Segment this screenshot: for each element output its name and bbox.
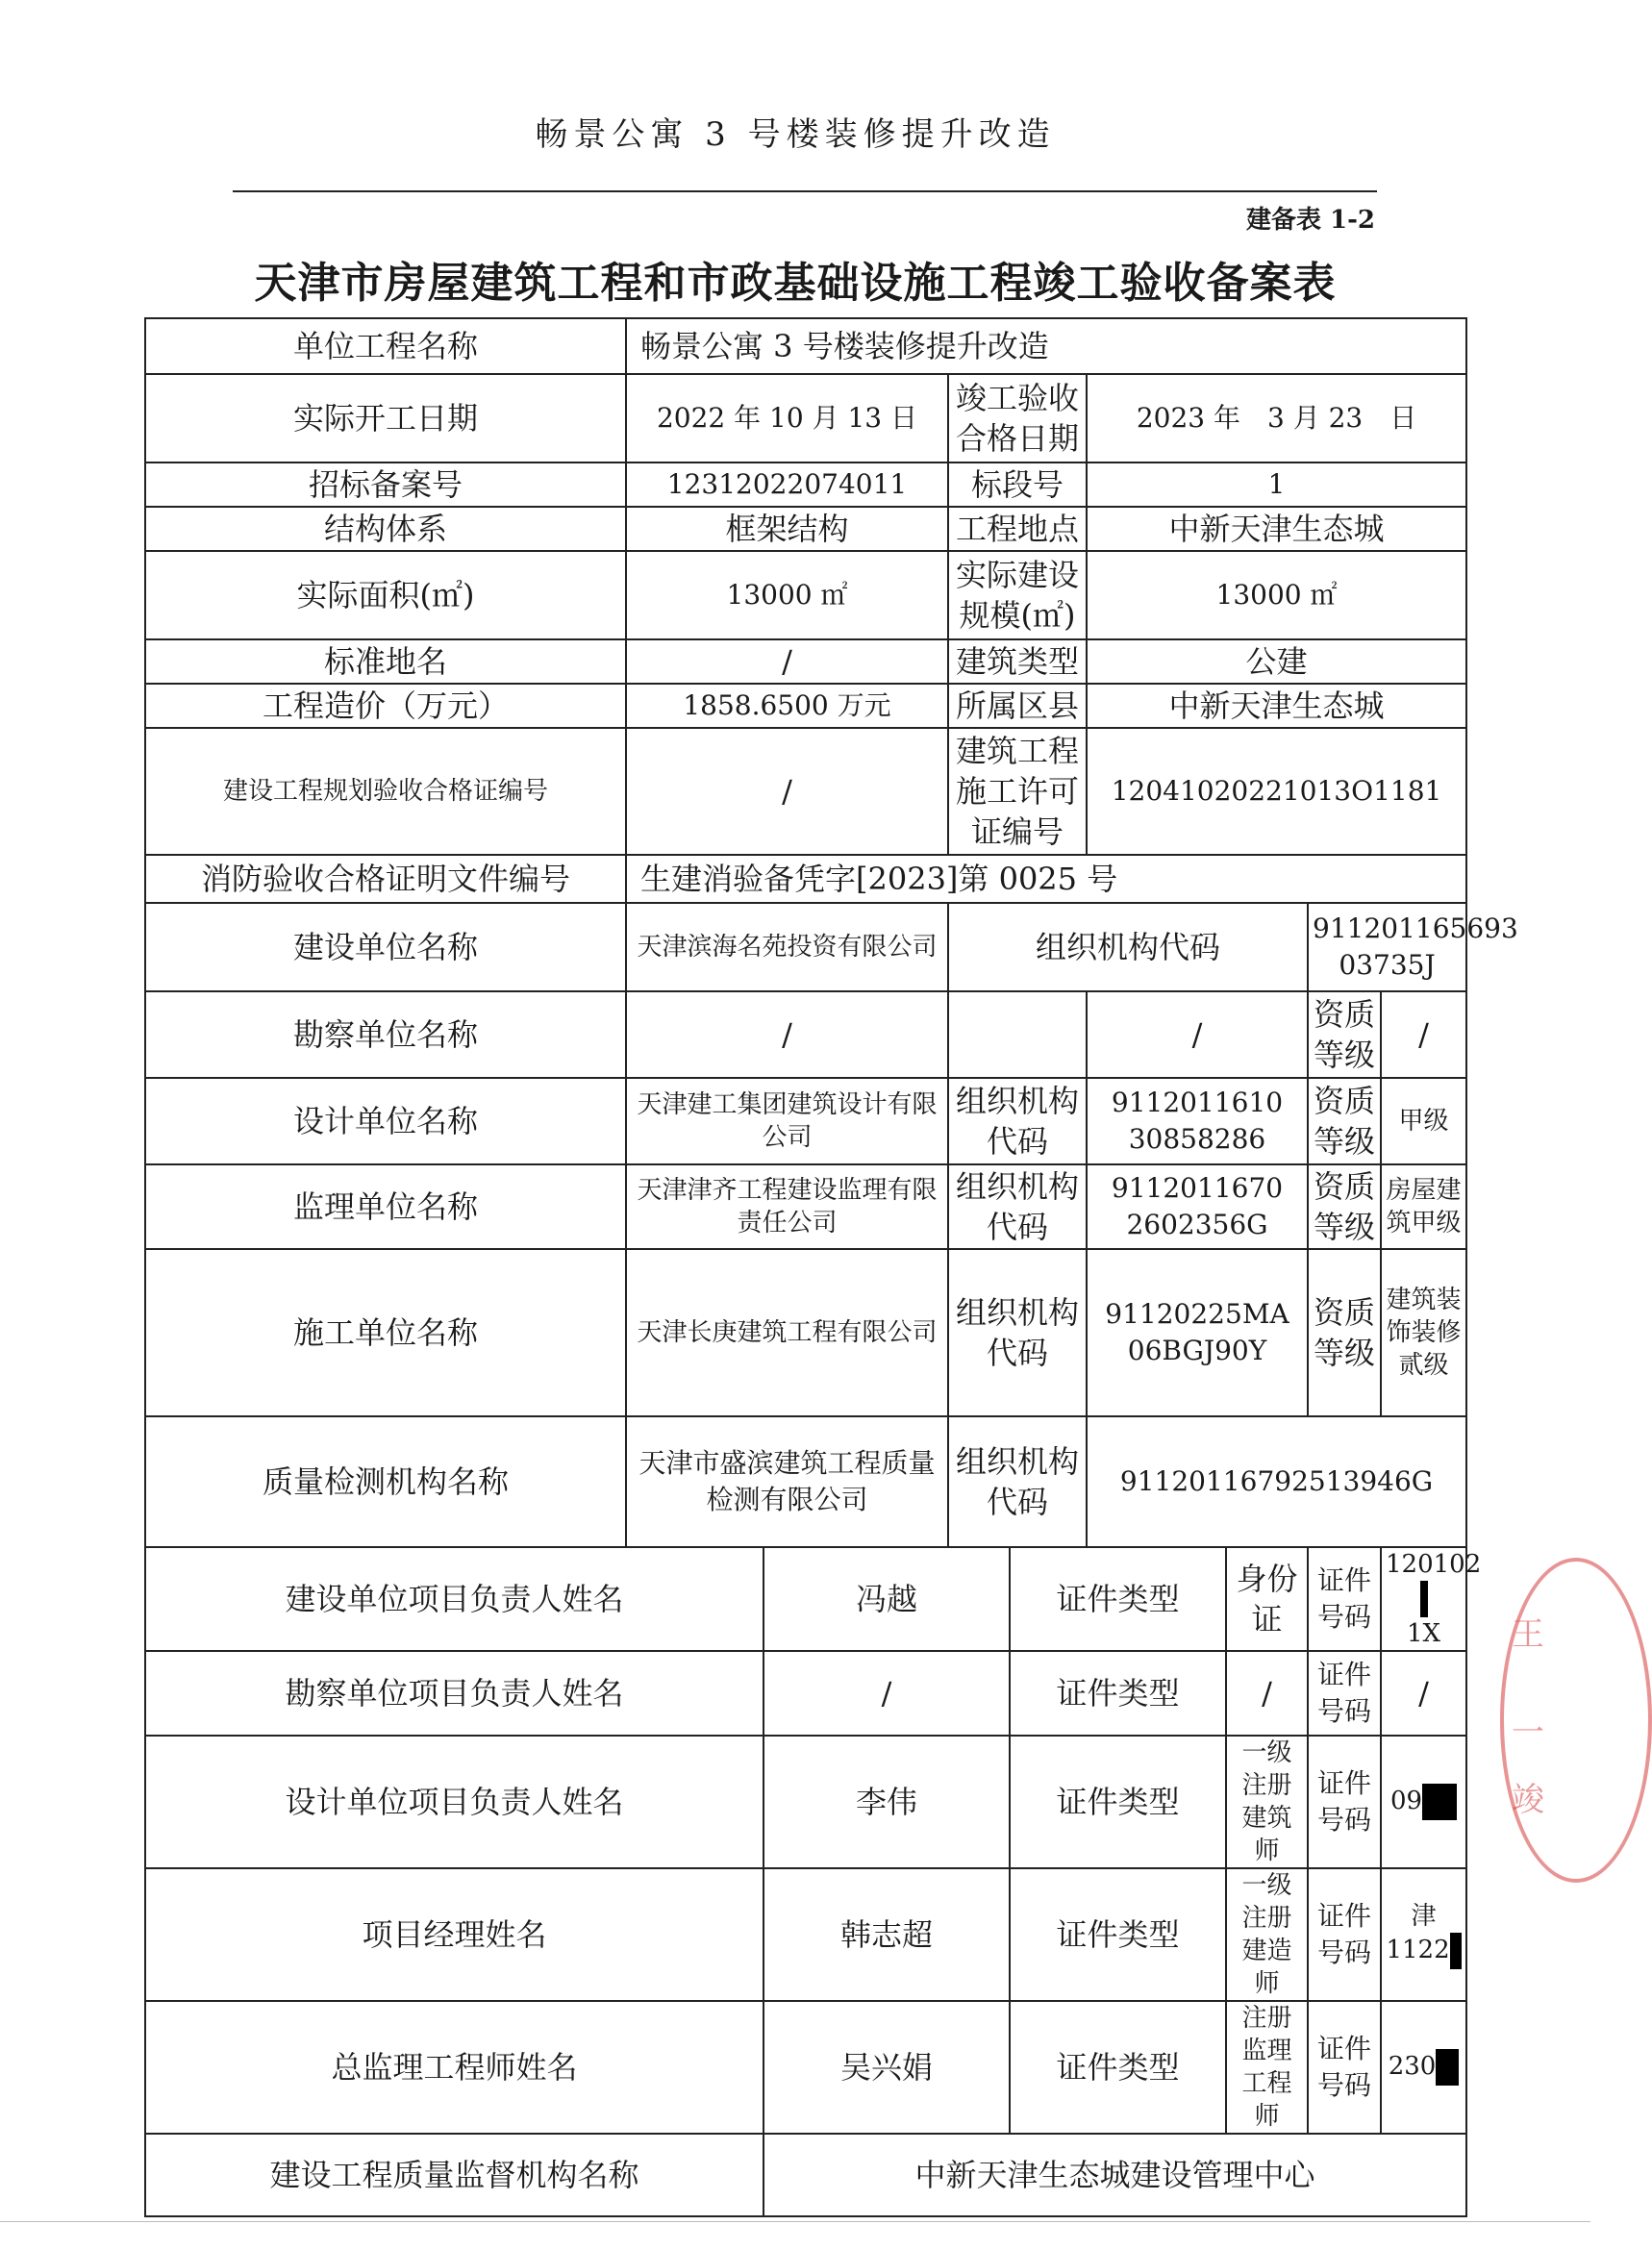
table-row	[145, 1164, 1466, 1249]
page-title: 天津市房屋建筑工程和市政基础设施工程竣工验收备案表	[254, 259, 1337, 308]
official-seal-stamp: 王 一 竣	[1500, 1558, 1652, 1883]
id-prefix: 120102	[1386, 1550, 1482, 1579]
header-divider	[233, 190, 1377, 192]
design-org-code: 9112011610 30858286	[1087, 1078, 1308, 1164]
table-row	[145, 318, 1466, 374]
design-lead-id-type-label: 证件类型	[1010, 1736, 1226, 1868]
design-lead-name: 李伟	[763, 1736, 1010, 1868]
section-value: 1	[1087, 462, 1466, 507]
survey-lead-id-no: /	[1381, 1651, 1466, 1736]
id-prefix: 09	[1389, 1787, 1423, 1815]
survey-lead-id-type: /	[1226, 1651, 1308, 1736]
structure-label: 结构体系	[145, 507, 626, 551]
form-code: 建备表 1-2	[1246, 206, 1376, 235]
builder-lead-name: 冯越	[763, 1547, 1010, 1651]
quality-supervision-agency-label: 建设工程质量监督机构名称	[145, 2134, 763, 2216]
supervision-org-code: 9112011670 2602356G	[1087, 1164, 1308, 1249]
design-lead-label: 设计单位项目负责人姓名	[145, 1736, 763, 1868]
page-bottom-edge	[0, 2221, 1590, 2222]
redaction-block	[1422, 1784, 1457, 1820]
construction-org-code-label: 组织机构代码	[948, 1249, 1087, 1416]
location-value: 中新天津生态城	[1087, 507, 1466, 551]
unit-project-label: 单位工程名称	[145, 318, 626, 374]
bldg-type-label: 建筑类型	[948, 639, 1087, 684]
table-row	[145, 1078, 1466, 1164]
survey-lead-label: 勘察单位项目负责人姓名	[145, 1651, 763, 1736]
survey-name: /	[626, 991, 948, 1078]
table-row	[145, 684, 1466, 728]
table-row	[145, 991, 1466, 1078]
section-label: 标段号	[948, 462, 1087, 507]
construction-qual-label: 资质等级	[1308, 1249, 1381, 1416]
pm-id-type-label: 证件类型	[1010, 1868, 1226, 2001]
builder-org-code-label: 组织机构代码	[948, 903, 1308, 991]
plan-cert-label: 建设工程规划验收合格证编号	[145, 728, 626, 855]
design-org-code-label: 组织机构代码	[948, 1078, 1087, 1164]
redaction-block	[1420, 1581, 1428, 1617]
supervision-label: 监理单位名称	[145, 1164, 626, 1249]
table-row	[145, 551, 1466, 639]
design-label: 设计单位名称	[145, 1078, 626, 1164]
fire-value: 生建消验备凭字[2023]第 0025 号	[626, 855, 1466, 903]
supervision-qual: 房屋建筑甲级	[1381, 1164, 1466, 1249]
supervision-qual-label: 资质等级	[1308, 1164, 1381, 1249]
cost-label: 工程造价（万元）	[145, 684, 626, 728]
std-name-label: 标准地名	[145, 639, 626, 684]
table-row	[145, 374, 1466, 462]
area-label: 实际面积(㎡)	[145, 551, 626, 639]
chief-supervisor-id-no	[1381, 2001, 1466, 2134]
survey-lead-name: /	[763, 1651, 1010, 1736]
table-row	[145, 1416, 1466, 1547]
design-lead-id-no-label: 证件号码	[1308, 1736, 1381, 1868]
location-label: 工程地点	[948, 507, 1087, 551]
design-qual-label: 资质等级	[1308, 1078, 1381, 1164]
accept-date-label: 竣工验收合格日期	[948, 374, 1087, 462]
survey-label: 勘察单位名称	[145, 991, 626, 1078]
chief-supervisor-id-type: 注册监理工程师	[1226, 2001, 1308, 2134]
builder-label: 建设单位名称	[145, 903, 626, 991]
supervision-org-code-label: 组织机构代码	[948, 1164, 1087, 1249]
survey-qual: /	[1381, 991, 1466, 1078]
unit-project-value: 畅景公寓 3 号楼装修提升改造	[626, 318, 1466, 374]
id-suffix: 1X	[1407, 1619, 1441, 1648]
builder-org-code: 911201165693 03735J	[1308, 903, 1466, 991]
id-prefix-2: 1122	[1386, 1936, 1450, 1964]
quality-supervision-agency-value: 中新天津生态城建设管理中心	[763, 2134, 1466, 2216]
survey-lead-id-no-label: 证件号码	[1308, 1651, 1381, 1736]
chief-supervisor-label: 总监理工程师姓名	[145, 2001, 763, 2134]
permit-label: 建筑工程施工许可证编号	[948, 728, 1087, 855]
area-value: 13000 ㎡	[626, 551, 948, 639]
testing-name: 天津市盛滨建筑工程质量检测有限公司	[626, 1416, 948, 1547]
district-label: 所属区县	[948, 684, 1087, 728]
accept-date-value: 2023 年 3 月 23 日	[1087, 374, 1466, 462]
pm-name: 韩志超	[763, 1868, 1010, 2001]
builder-lead-id-type-label: 证件类型	[1010, 1547, 1226, 1651]
table-row	[145, 639, 1466, 684]
scale-label: 实际建设规模(㎡)	[948, 551, 1087, 639]
construction-name: 天津长庚建筑工程有限公司	[626, 1249, 948, 1416]
scale-value: 13000 ㎡	[1087, 551, 1466, 639]
table-row	[145, 507, 1466, 551]
pm-id-type: 一级注册建造师	[1226, 1868, 1308, 2001]
table-row	[145, 728, 1466, 855]
builder-lead-label: 建设单位项目负责人姓名	[145, 1547, 763, 1651]
table-row	[145, 903, 1466, 991]
pm-id-no-label: 证件号码	[1308, 1868, 1381, 2001]
table-row	[145, 2134, 1466, 2216]
std-name-value: /	[626, 639, 948, 684]
bid-no-label: 招标备案号	[145, 462, 626, 507]
table-row	[145, 1868, 1466, 2001]
chief-supervisor-id-no-label: 证件号码	[1308, 2001, 1381, 2134]
survey-org-code-label	[948, 991, 1087, 1078]
table-row	[145, 855, 1466, 903]
chief-supervisor-id-type-label: 证件类型	[1010, 2001, 1226, 2134]
filing-table	[144, 317, 1518, 2217]
table-row	[145, 1249, 1466, 1416]
testing-label: 质量检测机构名称	[145, 1416, 626, 1547]
testing-org-code-label: 组织机构代码	[948, 1416, 1087, 1547]
survey-qual-label: 资质等级	[1308, 991, 1381, 1078]
builder-name: 天津滨海名苑投资有限公司	[626, 903, 948, 991]
table-row	[145, 1736, 1466, 1868]
design-lead-id-no	[1381, 1736, 1466, 1868]
builder-lead-id-no	[1381, 1547, 1482, 1651]
table-row	[145, 1651, 1466, 1736]
plan-cert-value: /	[626, 728, 948, 855]
id-prefix: 230	[1388, 2052, 1437, 2081]
start-date-label: 实际开工日期	[145, 374, 626, 462]
survey-org-code: /	[1087, 991, 1308, 1078]
pm-label: 项目经理姓名	[145, 1868, 763, 2001]
redaction-block	[1450, 1933, 1462, 1969]
supervision-name: 天津津齐工程建设监理有限责任公司	[626, 1164, 948, 1249]
id-prefix: 津	[1411, 1902, 1437, 1931]
fire-label: 消防验收合格证明文件编号	[145, 855, 626, 903]
permit-value: 12041020221013O1181	[1087, 728, 1466, 855]
design-name: 天津建工集团建筑设计有限公司	[626, 1078, 948, 1164]
cost-value: 1858.6500 万元	[626, 684, 948, 728]
table-row	[145, 462, 1466, 507]
construction-org-code: 91120225MA 06BGJ90Y	[1087, 1249, 1308, 1416]
builder-lead-id-type: 身份证	[1226, 1547, 1308, 1651]
pm-id-no	[1381, 1868, 1466, 2001]
construction-qual: 建筑装饰装修贰级	[1381, 1249, 1466, 1416]
start-date-value: 2022 年 10 月 13 日	[626, 374, 948, 462]
design-lead-id-type: 一级注册建筑师	[1226, 1736, 1308, 1868]
bid-no-value: 12312022074011	[626, 462, 948, 507]
table-row	[145, 2001, 1466, 2134]
structure-value: 框架结构	[626, 507, 948, 551]
table-row	[145, 1547, 1466, 1651]
construction-label: 施工单位名称	[145, 1249, 626, 1416]
builder-lead-id-no-label: 证件号码	[1308, 1547, 1381, 1651]
document-project-header: 畅景公寓 3 号楼装修提升改造	[535, 115, 1056, 154]
survey-lead-id-type-label: 证件类型	[1010, 1651, 1226, 1736]
district-value: 中新天津生态城	[1087, 684, 1466, 728]
redaction-block	[1436, 2049, 1459, 2086]
design-qual: 甲级	[1381, 1078, 1466, 1164]
testing-org-code: 91120116792513946G	[1087, 1416, 1466, 1547]
bldg-type-value: 公建	[1087, 639, 1466, 684]
chief-supervisor-name: 吴兴娟	[763, 2001, 1010, 2134]
